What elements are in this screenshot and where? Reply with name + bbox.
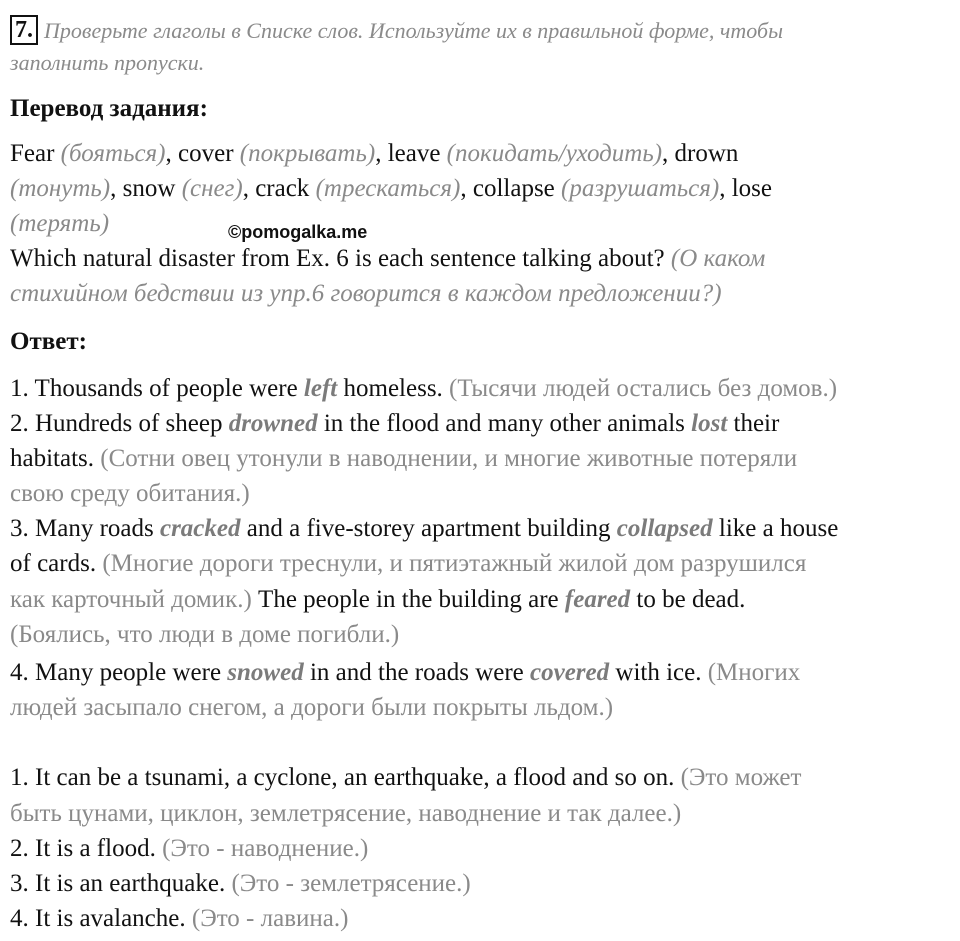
- translation-line3: [10, 207, 109, 241]
- answer-line9: [10, 656, 800, 690]
- word-translation: (снег): [181, 175, 243, 202]
- answer-text: of cards.: [10, 550, 103, 577]
- answer-line6: [10, 547, 806, 581]
- question-text: Which natural disaster from Ex. 6 is each sentence talking about?: [10, 245, 671, 272]
- task-instruction-line2: заполнить пропуски.: [10, 50, 205, 75]
- answer-word: left: [303, 375, 338, 402]
- task-number: 7.: [10, 15, 38, 45]
- question-line2: стихийном бедствии из упр.6 говорится в каждом предложении?): [10, 280, 722, 307]
- answer-translation: (Многих: [707, 659, 801, 686]
- word-translation: (терять): [10, 210, 110, 237]
- answer-text: 1. It can be a tsunami, a cyclone, an earthquake, a flood and so on.: [10, 764, 681, 791]
- answer-heading: Ответ:: [10, 328, 87, 355]
- answer-text: 3. Many roads: [10, 515, 160, 542]
- answer2-line3: [10, 832, 368, 866]
- answer-word: drowned: [228, 410, 318, 437]
- answer-text: homeless.: [337, 375, 450, 402]
- answer-line5: [10, 512, 838, 546]
- word-translation: (тонуть): [10, 175, 111, 202]
- answer-text: 2. It is a flood.: [10, 835, 163, 862]
- answer-translation: как карточный домик.): [10, 586, 252, 613]
- answer-word: collapsed: [616, 515, 713, 542]
- answer-translation: (Это - землетрясение.): [231, 870, 471, 897]
- answer2-line4: [10, 867, 471, 901]
- answer-text: in the flood and many other animals: [317, 410, 692, 437]
- question-translation: (О каком: [670, 245, 766, 272]
- answer-translation: (Это может: [680, 764, 802, 791]
- answer-line8: (Боялись, что люди в доме погибли.): [10, 621, 400, 648]
- answer-text: their: [727, 410, 780, 437]
- answer-line7: [10, 583, 745, 617]
- word-translation: (бояться): [60, 140, 166, 167]
- answer-text: to be dead.: [630, 586, 746, 613]
- answer-line4: свою среду обитания.): [10, 480, 250, 507]
- answer-word: feared: [564, 586, 631, 613]
- translation-line2: [10, 172, 772, 206]
- word-translation: (покрывать): [239, 140, 376, 167]
- answer-text: 1. Thousands of people were: [10, 375, 304, 402]
- answer-text: like a house: [712, 515, 839, 542]
- answer2-line1: [10, 761, 801, 795]
- word-translation: (покидать/уходить): [446, 140, 663, 167]
- answer-translation: (Тысячи людей остались без домов.): [449, 375, 838, 402]
- answer-text: 4. It is avalanche.: [10, 905, 192, 932]
- answer-text: 3. It is an earthquake.: [10, 870, 232, 897]
- answer-text: with ice.: [609, 659, 708, 686]
- answer-translation: (Сотни овец утонули в наводнении, и многие животные потеряли: [100, 445, 798, 472]
- answer-line1: [10, 372, 837, 406]
- answer-translation: (Многие дороги треснули, и пятиэтажный жилой дом разрушился: [102, 550, 807, 577]
- answer-word: snowed: [227, 659, 304, 686]
- word: , snow: [110, 175, 182, 202]
- answer-translation: (Это - наводнение.): [162, 835, 369, 862]
- translation-heading: Перевод задания:: [10, 95, 208, 122]
- task-instruction-line1: [10, 14, 783, 48]
- word-translation: (трескаться): [315, 175, 461, 202]
- word: Fear: [10, 140, 55, 167]
- answer-translation: (Это - лавина.): [191, 905, 349, 932]
- answer2-line5: [10, 902, 348, 936]
- word: , leave: [375, 140, 447, 167]
- answer-line2: [10, 407, 779, 441]
- answer-text: 4. Many people were: [10, 659, 228, 686]
- answer-word: covered: [530, 659, 610, 686]
- word: , drown: [662, 140, 739, 167]
- word: , lose: [719, 175, 773, 202]
- answer2-line2: быть цунами, циклон, землетрясение, наводнение и так далее.): [10, 800, 682, 827]
- answer-line3: [10, 442, 797, 476]
- answer-text: habitats.: [10, 445, 101, 472]
- answer-text: in and the roads were: [303, 659, 531, 686]
- answer-word: cracked: [159, 515, 241, 542]
- answer-text: The people in the building are: [251, 586, 565, 613]
- answer-line10: людей засыпало снегом, а дороги были покрыты льдом.): [10, 694, 614, 721]
- answer-word: lost: [691, 410, 728, 437]
- translation-line1: [10, 137, 738, 171]
- word-translation: (разрушаться): [561, 175, 720, 202]
- word: , collapse: [460, 175, 562, 202]
- task-instruction-text: Проверьте глаголы в Списке слов. Используйте их в правильной форме, чтобы: [44, 18, 783, 43]
- word: , crack: [242, 175, 316, 202]
- word: , cover: [165, 140, 240, 167]
- watermark: ©pomogalka.me: [228, 222, 368, 242]
- question-line1: [10, 242, 765, 276]
- answer-text: 2. Hundreds of sheep: [10, 410, 229, 437]
- answer-text: and a five-storey apartment building: [240, 515, 617, 542]
